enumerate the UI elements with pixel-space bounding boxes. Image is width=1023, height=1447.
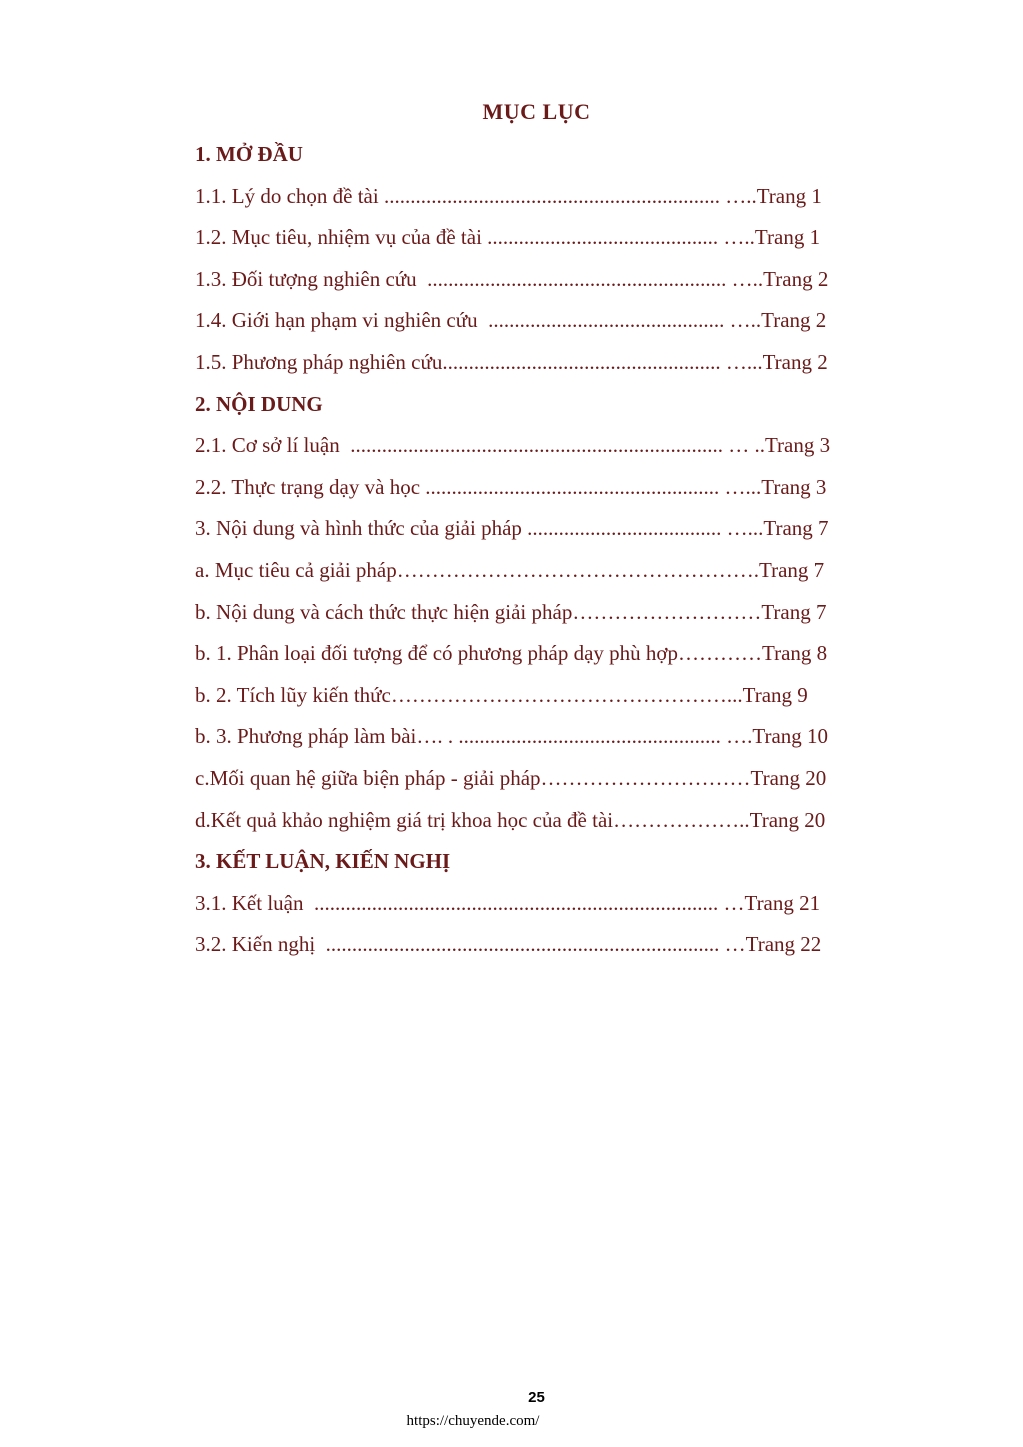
toc-entry: 3.1. Kết luận ............................................................................. …Trang 21 [195,890,821,915]
toc-entry: b. 3. Phương pháp làm bài…. . .................................................. ….Trang 10 [195,724,829,749]
toc-entry: 1.5. Phương pháp nghiên cứu..................................................... …...Trang 2 [195,349,828,374]
toc-entry: b. 1. Phân loại đối tượng để có phương pháp dạy phù hợp…………Trang 8 [195,641,828,666]
toc-entry: 1.1. Lý do chọn đề tài ................................................................ …..Trang 1 [195,183,822,208]
toc-entry: 3. Nội dung và hình thức của giải pháp ..................................... …...Trang 7 [195,516,829,541]
toc-entry: 1.2. Mục tiêu, nhiệm vụ của đề tài ............................................ …..Trang 1 [195,225,821,250]
toc-entry: 2.1. Cơ sở lí luận ....................................................................... … ..Trang 3 [195,433,831,458]
toc-entry: 1.3. Đối tượng nghiên cứu ......................................................... …..Trang 2 [195,266,829,291]
table-of-contents [195,138,935,970]
toc-entry: c.Mối quan hệ giữa biện pháp - giải pháp…………………………Trang 20 [195,765,827,790]
toc-entry: 2.2. Thực trạng dạy và học ........................................................ …...Trang 3 [195,474,827,499]
toc-section-heading: 2. NỘI DUNG [195,391,323,416]
toc-entry: a. Mục tiêu cả giải pháp…………………………………………….Trang 7 [195,557,825,582]
toc-section-heading: 3. KẾT LUẬN, KIẾN NGHỊ [195,849,451,874]
toc-entry: b. Nội dung và cách thức thực hiện giải pháp………………………Trang 7 [195,599,827,624]
toc-entry: b. 2. Tích lũy kiến thức…………………………………………...Trang 9 [195,682,808,707]
footer-url: https://chuyende.com/ [406,1413,540,1429]
toc-section-heading: 1. MỞ ĐẦU [195,142,303,166]
toc-entry: d.Kết quả khảo nghiệm giá trị khoa học của đề tài………………..Trang 20 [195,807,826,832]
toc-entry: 3.2. Kiến nghị ........................................................................... …Trang 22 [195,932,822,957]
page-title: MỤC LỤC [482,99,591,124]
page-number: 25 [528,1389,545,1406]
toc-entry: 1.4. Giới hạn phạm vi nghiên cứu ............................................. …..Trang 2 [195,308,827,333]
